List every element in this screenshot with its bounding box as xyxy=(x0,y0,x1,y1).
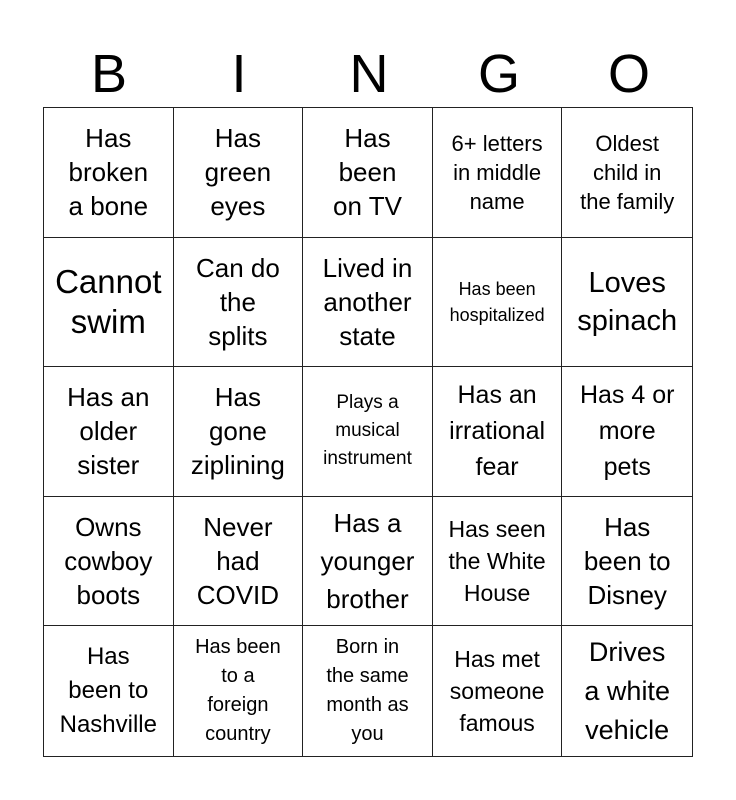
header-letter-g: G xyxy=(477,44,520,104)
cell-label: Has an irrational fear xyxy=(449,381,546,482)
cell-label: Plays a musical instrument xyxy=(323,392,412,470)
bingo-cell-r2c2[interactable] xyxy=(174,238,304,368)
cell-label: Has green eyes xyxy=(204,123,272,222)
bingo-cell-r1c4[interactable] xyxy=(433,108,563,238)
cell-label: Loves spinach xyxy=(577,266,678,337)
cell-label: Has been to Disney xyxy=(583,512,671,611)
cell-label: Has seen the White House xyxy=(448,516,546,607)
bingo-header xyxy=(44,40,694,108)
cell-label: Has gone ziplining xyxy=(190,382,285,481)
bingo-cell-r3c1[interactable] xyxy=(44,367,174,497)
cell-label: Has been to a foreign country xyxy=(195,636,281,746)
cell-label: Cannot swim xyxy=(55,262,162,340)
bingo-cell-r2c4[interactable] xyxy=(433,238,563,368)
cell-label: Has 4 or more pets xyxy=(579,381,675,482)
bingo-cell-r4c1[interactable] xyxy=(44,497,174,627)
cell-label: 6+ letters in middle name xyxy=(451,130,543,214)
bingo-board xyxy=(43,107,693,757)
bingo-cell-r2c1[interactable] xyxy=(44,238,174,368)
cell-label: Can do the splits xyxy=(195,252,280,351)
cell-label: Lived in another state xyxy=(322,252,413,351)
bingo-cell-r1c3[interactable] xyxy=(303,108,433,238)
cell-label: Has been to Nashville xyxy=(59,643,157,739)
cell-label: Has a younger brother xyxy=(320,508,415,615)
bingo-cell-r4c5[interactable] xyxy=(562,497,692,627)
bingo-cell-r4c2[interactable] xyxy=(174,497,304,627)
cell-label: Born in the same month as you xyxy=(326,636,409,746)
bingo-cell-r4c3[interactable] xyxy=(303,497,433,627)
bingo-cell-r1c5[interactable] xyxy=(562,108,692,238)
cell-label: Has broken a bone xyxy=(68,123,149,222)
bingo-cell-r3c3[interactable] xyxy=(303,367,433,497)
bingo-cell-r5c5[interactable] xyxy=(562,626,692,756)
header-letter-i: I xyxy=(231,44,247,104)
header-letter-b: B xyxy=(90,44,128,104)
bingo-cell-r3c4[interactable] xyxy=(433,367,563,497)
bingo-cell-r5c3[interactable] xyxy=(303,626,433,756)
cell-label: Drives a white vehicle xyxy=(584,636,670,745)
cell-label: Has an older sister xyxy=(67,382,150,481)
bingo-cell-r3c2[interactable] xyxy=(174,367,304,497)
bingo-cell-r5c4[interactable] xyxy=(433,626,563,756)
bingo-cell-r5c1[interactable] xyxy=(44,626,174,756)
bingo-cell-r4c4[interactable] xyxy=(433,497,563,627)
cell-label: Has met someone famous xyxy=(449,646,545,737)
bingo-cell-r2c3[interactable] xyxy=(303,238,433,368)
cell-label: Has been on TV xyxy=(333,123,402,222)
header-letter-n: N xyxy=(349,44,389,104)
header-letter-o: O xyxy=(607,44,650,104)
cell-label: Owns cowboy boots xyxy=(64,512,153,611)
cell-label: Has been hospitalized xyxy=(449,278,545,325)
bingo-cell-r3c5[interactable] xyxy=(562,367,692,497)
bingo-cell-r1c2[interactable] xyxy=(174,108,304,238)
cell-label: Never had COVID xyxy=(196,512,280,611)
bingo-cell-r5c2[interactable] xyxy=(174,626,304,756)
bingo-cell-r2c5[interactable] xyxy=(562,238,692,368)
cell-label: Oldest child in the family xyxy=(580,130,675,214)
bingo-cell-r1c1[interactable] xyxy=(44,108,174,238)
